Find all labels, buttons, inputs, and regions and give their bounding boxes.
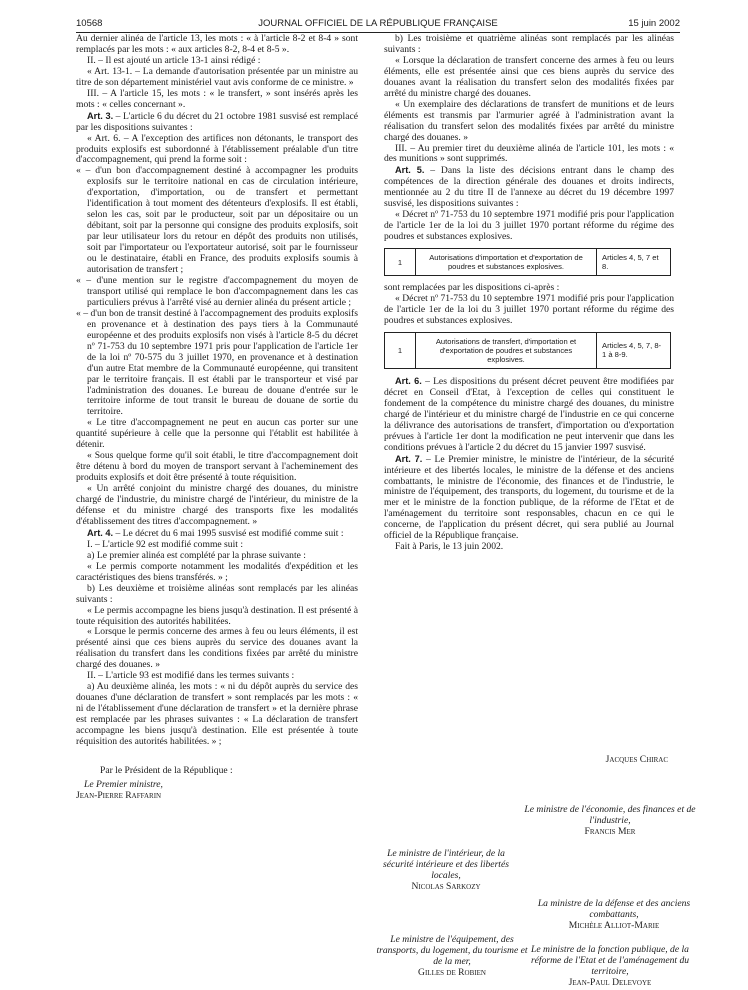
signatory-title: Le ministre de l'intérieur, de la sécurité intérieure et des libertés locales, <box>383 848 509 881</box>
signatory-name: Jean-Pierre Raffarin <box>76 790 162 801</box>
article-3: Art. 3. – L'article 6 du décret du 21 octobre 1981 susvisé est remplacé par les dispositions suivantes : <box>76 110 358 133</box>
list-item: « – d'un bon d'accompagnement destiné à accompagner les produits explosifs sur le territoire national en cas de circulation intérieure, d'exportation, d'importation, ou de transfert et permettant l'identification à tout moment des détenteurs d'explosifs. Il est établi, selon les cas, soit par le producteur, soit par un dépositaire ou un débitant, soit par la personne qui consigne des produits explosifs, soit par leur utilisateur lors du retour en dépôt des produits non utilisés, soit par l'importateur ou l'exportateur autorisé, soit par le fournisseur ou le destinataire, établi en France, des produits explosifs soumis à autorisation de transfert ; <box>76 165 358 276</box>
signature-interior <box>376 848 516 892</box>
paragraph: « Art. 6. – A l'exception des artifices non détonants, le transport des produits explosifs est subordonné à l'établissement préalable d'un titre d'accompagnement, qui prend la forme soit : <box>76 132 358 166</box>
signature-economy <box>520 804 700 837</box>
article-heading: Art. 5. <box>395 165 425 176</box>
article-heading: Art. 3. <box>87 110 114 121</box>
table-row <box>385 249 671 276</box>
article-7: Art. 7. – Le Premier ministre, le ministre de l'intérieur, de la sécurité intérieure et des libertés locales, le ministre de la défense et des anciens combattants, le ministre de l'économie, des finances et de l'industrie, le ministre de l'équipement, des transports, du logement, du tourisme et de la mer et le ministre de la fonction publique, de la réforme de l'Etat et de l'aménagement du territoire sont responsables, chacun en ce qui le concerne, de l'application du présent décret, qui sera publié au Journal officiel de la République française. <box>384 453 674 542</box>
signatory-title: Le ministre de la fonction publique, de la réforme de l'Etat et de l'aménagement du territoire, <box>530 944 690 977</box>
paragraph: Au dernier alinéa de l'article 13, les mots : « à l'article 8-2 et 8-4 » sont remplacés par les mots : « aux articles 8-2, 8-4 et 8-5 ». <box>76 33 358 55</box>
countersign-intro <box>100 765 400 776</box>
paragraph: a) Le premier alinéa est complété par la phrase suivante : <box>87 549 306 561</box>
paragraph: « Sous quelque forme qu'il soit établi, le titre d'accompagnement doit être détenu à bord du moyen de transport servant à l'acheminement des produits explosifs et doit être présenté à toute réquisition. <box>76 450 358 484</box>
table-cell-number: 1 <box>385 332 416 368</box>
paragraph: a) Au deuxième alinéa, les mots : « ni du dépôt auprès du service des douanes d'une déclaration de transfert » sont remplacés par les mots : « ni de l'établissement d'une déclaration de transfert » et la dernière phrase est remplacée par les phrases suivantes : « La déclaration de transfert accompagne les biens jusqu'à destination. Elle est présentée à toute réquisition des autorités habilitées. » ; <box>76 681 358 747</box>
table-row <box>385 332 671 368</box>
page-header <box>76 16 680 33</box>
journal-title: JOURNAL OFFICIEL DE LA RÉPUBLIQUE FRANÇAISE <box>258 18 498 29</box>
article-heading: Art. 4. <box>87 527 114 538</box>
signatory-title: Le ministre de l'économie, des finances et de l'industrie, <box>524 804 696 826</box>
signature-public-service <box>520 944 700 988</box>
signatory-name: Jacques Chirac <box>605 754 668 765</box>
issue-date: 15 juin 2002 <box>628 18 680 29</box>
paragraph: sont remplacées par les dispositions ci-après : <box>384 282 560 294</box>
paragraph: III. – A l'article 15, les mots : « le transfert, » sont insérés après les mots : « celles concernant ». <box>76 87 358 110</box>
paragraph: « Le titre d'accompagnement ne peut en aucun cas porter sur une quantité supérieure à celle que la personne qui l'établit est habilitée à détenir. <box>76 417 358 451</box>
signature-president <box>384 754 674 765</box>
article-4: Art. 4. – Le décret du 6 mai 1995 susvisé est modifié comme suit : <box>87 527 344 539</box>
signatory-name: Francis Mer <box>584 826 636 837</box>
table-cell-articles: Articles 4, 5, 7, 8-1 à 8-9. <box>597 332 671 368</box>
signatory-name: Jean-Paul Delevoye <box>568 977 652 988</box>
paragraph: b) Les troisième et quatrième alinéas sont remplacés par les alinéas suivants : <box>384 33 674 55</box>
paragraph: « Un arrêté conjoint du ministre chargé des douanes, du ministre chargé de l'industrie, du ministre chargé de l'intérieur, du ministre de la défense et du ministre chargé des transports fixe les modalités d'établissement des titres d'accompagnement. » <box>76 483 358 527</box>
decision-table-new <box>384 332 671 369</box>
signatory-name: Michèle Alliot-Marie <box>568 920 660 931</box>
article-heading: Art. 7. <box>395 453 423 464</box>
paragraph: « Art. 13-1. – La demande d'autorisation présentée par un ministre au titre de son département ministériel vaut avis conforme de ce ministre. » <box>76 65 358 88</box>
table-cell-articles: Articles 4, 5, 7 et 8. <box>597 249 671 276</box>
paragraph: « Un exemplaire des déclarations de transfert de munitions et de leurs éléments est transmis par l'armurier agréé à l'administration avant la réalisation du transfert selon des modalités fixées par arrêté du ministre chargé des douanes. » <box>384 98 674 143</box>
signatory-name: Gilles de Robien <box>418 967 486 978</box>
paragraph: « Le permis accompagne les biens jusqu'à destination. Il est présenté à toute réquisition des autorités habilitées. <box>76 604 358 627</box>
paragraph: II. – Il est ajouté un article 13-1 ainsi rédigé : <box>87 54 261 66</box>
countersign-label: Par le Président de la République : <box>100 765 233 776</box>
list-item: « – d'une mention sur le registre d'accompagnement du moyen de transport utilisé qui remplace le bon d'accompagnement dans les cas particuliers prévus à l'arrêté visé au dernier alinéa du présent article ; <box>76 274 358 308</box>
paragraph: III. – Au premier tiret du deuxième alinéa de l'article 101, les mots : « des munitions » sont supprimés. <box>384 142 674 165</box>
paragraph: I. – L'article 92 est modifié comme suit : <box>87 538 243 550</box>
table-cell-number: 1 <box>385 249 416 276</box>
paragraph: II. – L'article 93 est modifié dans les termes suivants : <box>87 670 295 682</box>
signature-defense <box>524 898 704 931</box>
list-item: « – d'un bon de transit destiné à l'accompagnement des produits explosifs en provenance et à destination des pays tiers à la Communauté européenne et des produits explosifs non visés à l'article 8-5 du décret nº 71-753 du 10 septembre 1971 pris pour l'application de l'article 1er de la loi nº 70-575 du 3 juillet 1970, en provenance et à destination d'un autre Etat membre de la Communauté européenne, qui transitent par le territoire français. Il est établi par le transporteur et visé par l'administration des douanes. Le bureau de douane d'entrée sur le territoire informe de tout transit le bureau de douane de sortie du territoire. <box>76 307 358 418</box>
paragraph: « Lorsque le permis concerne des armes à feu ou leurs éléments, il est présenté ainsi que ces biens auprès du service des douanes avant la réalisation du transfert dans les conditions fixées par arrêté du ministre chargé des douanes. » <box>76 626 358 671</box>
signature-equipment <box>372 934 532 978</box>
signatory-title: La ministre de la défense et des anciens combattants, <box>537 898 691 920</box>
decision-table-old <box>384 248 671 276</box>
signing-place-date: Fait à Paris, le 13 juin 2002. <box>395 541 504 553</box>
left-column <box>76 34 358 748</box>
page-number: 10568 <box>76 18 103 29</box>
signature-prime-minister <box>76 779 276 801</box>
article-6: Art. 6. – Les dispositions du présent décret peuvent être modifiées par décret en Conseil d'Etat, à l'exception de celles qui constituent le fondement de la compétence du ministre chargé des douanes, du ministre chargé de l'intérieur et du ministre chargé de l'industrie en ce qui concerne la délivrance des autorisations de transfert, d'importation ou d'exportation prévues à l'article 1er dont la modification ne peut intervenir que dans les conditions prévues à l'article 2 du décret du 15 janvier 1997 susvisé. <box>384 375 674 453</box>
paragraph: « Décret nº 71-753 du 10 septembre 1971 modifié pris pour l'application de l'article 1er de la loi du 3 juillet 1970 portant réforme du régime des poudres et substances explosives. <box>384 293 674 326</box>
table-cell-matter: Autorisations d'importation et d'exportation de poudres et substances explosives. <box>416 249 597 276</box>
article-5: Art. 5. – Dans la liste des décisions entrant dans le champ des compétences de la direction générale des douanes et droits indirects, mentionnée au 2 du titre II de l'annexe au décret du 19 décembre 1997 susvisé, les dispositions suivantes : <box>384 165 674 210</box>
paragraph: « Lorsque la déclaration de transfert concerne des armes à feu ou leurs éléments, elle est présentée ainsi que ces biens auprès du service des douanes avant la réalisation du transfert selon des modalités fixées par arrêté du ministre chargé des douanes. <box>384 54 674 99</box>
right-column <box>384 34 674 553</box>
signatory-title: Le ministre de l'équipement, des transports, du logement, du tourisme et de la mer, <box>376 934 528 967</box>
paragraph: « Le permis comporte notamment les modalités d'expédition et les caractéristiques des biens transférés. » ; <box>76 560 358 583</box>
table-cell-matter: Autorisations de transfert, d'importation et d'exportation de poudres et substances explosives. <box>416 332 597 368</box>
signatory-name: Nicolas Sarkozy <box>411 881 481 892</box>
paragraph: « Décret nº 71-753 du 10 septembre 1971 modifié pris pour l'application de l'article 1er de la loi du 3 juillet 1970 portant réforme du régime des poudres et substances explosives. <box>384 209 674 243</box>
signatory-title: Le Premier ministre, <box>84 779 163 790</box>
paragraph: b) Les deuxième et troisième alinéas sont remplacés par les alinéas suivants : <box>76 582 358 605</box>
article-heading: Art. 6. <box>395 375 422 386</box>
